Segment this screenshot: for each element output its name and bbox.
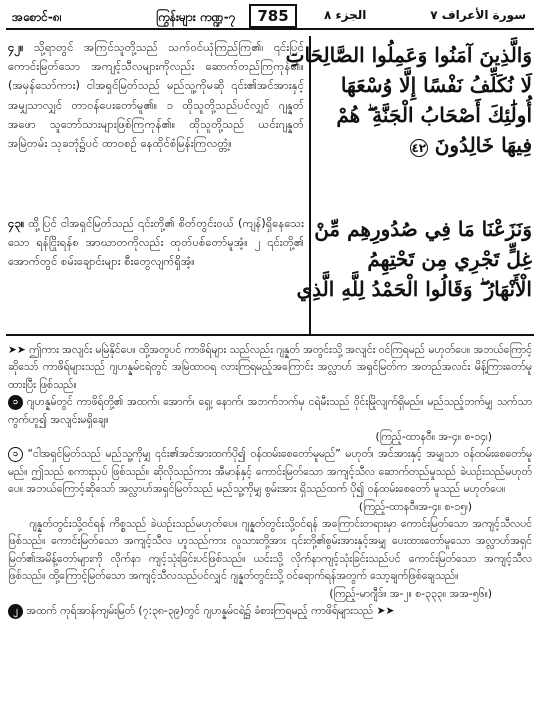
footnote-1: [8, 394, 532, 429]
section-label: ကြွန်းများ ကဏ္ဍ-၇: [156, 10, 236, 24]
verse-42-arabic: [285, 40, 532, 160]
verse-text: ထို့ပြင် ငါအရှင်မြတ်သည် ၎င်းတို့၏ စိတ်တွင်းဝယ် (ကျန်)ရှိနေသေးသော ရန်ငြိုးရန်စ အာဃာတကိုလည်း ထုတ်ပစ်တော်မူအံ့။ ၂ ၎င်းတို့၏ အောက်တွင် စမ်းချောင်းများ စီးတွေလျက်ရှိအံ့။: [8, 216, 304, 269]
footnote-3: [8, 603, 532, 620]
arabic-line: وَنَزَعْنَا مَا فِي صُدُورِهِم مِّنْ: [314, 217, 532, 241]
arabic-line: أُولَٰئِكَ أَصْحَابُ الْجَنَّةِ ۖ هُمْ: [336, 103, 532, 127]
footnote-marker: ၂: [8, 604, 23, 619]
verse-text: သို့ရာတွင် အကြင်သူတို့သည် သက်ဝင်ယုံကြည်ကြ၏၊ ၎င်းပြင် ကောင်းမြတ်သော အကျင့်သီလများကိုလည်း ဆောက်တည်ကြကုန်၏။ (အမှန်သော်ကား) ငါအရှင်မြတ်သည် မည်သူ့ကိုမဆို ၎င်း၏အင်အားနှင့်အမျှသာလျှင် တာဝန်ပေးတော်မူ၏။ ၁ ထိုသူတို့သည်ပင်လျှင် ဂျန္နတ်အဖော သူဘော်သားများဖြစ်ကြကုန်၏။ ထိုသူတို့သည် ယင်းဂျန္နတ်အမြဲတမ်း သုခဘုံ၌ပင် ထာဝစဉ် နေထိုင်စံမြန်းကြလတ္တံ့။: [8, 40, 304, 151]
commentary-text: ဤကား အလျင်း မမြဲနိုင်ပေ။ ထို့အတူပင် ကာဖိရ်များ သည်လည်း ဂျန္နတ် အတွင်းသို့ အလျင်း ဝင်ကြရမည် မဟုတ်ပေ။ အဘယ်ကြောင့်ဆိုသော် ကာဖိရ်များသည် ဂျဟန္နမ်ငရဲတွင် အမြဲထာဝရ လားကြရမည့်အကြောင်း အလ္လာဟ် အရှင်မြတ်က အတည်အလင်း မိန့်ကြားတော်မူထားပြီး ဖြစ်သည်။: [8, 344, 533, 391]
section-divider: [6, 334, 534, 336]
commentary-paragraph: [8, 516, 532, 586]
footnote-2: [8, 446, 532, 498]
page-number: 785: [249, 4, 297, 28]
ayah-end-marker: ٤٢: [411, 141, 427, 155]
arabic-line: وَالَّذِينَ آمَنُوا وَعَمِلُوا الصَّالِحَاتِ: [285, 43, 532, 67]
volume-label: အစောင်-၈၊: [12, 10, 62, 24]
verse-43-translation: [8, 214, 304, 272]
commentary-intro: [8, 342, 532, 394]
footnote-text: အထက် ကုရ်အာန်ကျမ်းမြတ် (၇:၃၈-၃၉)တွင် ဂျဟန္နမ်ငရဲ၌ ခံစားကြရမည့် ကာဖိရ်များသည်: [26, 605, 374, 618]
footnote-text: “ငါအရှင်မြတ်သည် မည်သူ့ကိုမျှ ၎င်း၏အင်အားထက်ပို၍ ဝန်ထမ်းစေတော်မူမည်” မဟုတ်၊ အင်အားနှင့် အမျှသာ ဝန်ထမ်းစေတော်မူမည်။ ဤသည် စကားညှပ် ဖြစ်သည်။ ဆိုလိုသည်ကား အီမာန်နှင့် ကောင်းမြတ်သော အကျင့်သီလ ဆောက်တည်မှုသည် ခဲယဉ်းသည်မဟုတ်ပေ။ အဘယ်ကြောင့်ဆိုသော် အလ္လာဟ်အရှင်မြတ်သည် မည်သူ့ကိုမျှ စွမ်းအား ရှိသည်ထက် ပို၍ ဝန်ထမ်းစေတော် မူသည် မဟုတ်ပေ။: [8, 448, 532, 496]
footnote-marker: ၁: [8, 447, 23, 462]
commentary-text: ဂျန္နတ်တွင်းသို့ဝင်ရန် ကိစ္စသည် ခဲယဉ်းသည်မဟုတ်ပေ။ ဂျန္နတ်တွင်းသို့ဝင်ရန် အကြောင်းတရားမှာ ကောင်းမြတ်သော အကျင့်သီလပင် ဖြစ်သည်။ ကောင်းမြတ်သော အကျင့်သီလ ဟူသည်ကား လူသားတို့အား ၎င်းတို့၏စွမ်းအားနှင့်အမျှ ပေးထားတော်မူသော အလ္လာဟ်အရှင်မြတ်၏အမိန့်တော်များကို လိုက်နာ ကျင့်သုံးခြင်းပင်ဖြစ်သည်။ ယင်းသို့ လိုက်နာကျင့်သုံးခြင်းသည်ပင် ကောင်းမြတ်သော အကျင့်သီလဖြစ်သည်။ ထို့ကြောင့်မြတ်သော အကျင့်သီလသည်ပင်လျှင် ဂျန္နတ်တွင်းသို့ ဝင်ရောက်ရန်အတွက် သော့ချက်ဖြစ်ချေသည်။: [8, 518, 532, 583]
footnote-text: ဂျဟန္နမ်တွင် ကာဖိရ်တို့၏ အထက်၊ အောက်၊ ရှေ့၊ နောက်၊ အဘက်ဘက်မှ ငရဲမီးသည် ဝိုင်းမြိုလျက်ရှိမည်။ မည်သည့်ဘက်မျှ သက်သာကွက်ဟူ၍ အလျင်းမရှိချေ။: [8, 396, 532, 426]
arabic-line: غِلٍّ تَجْرِي مِن تَحْتِهِمُ: [367, 247, 532, 271]
juz-label: الجزء ٨: [324, 8, 367, 22]
footnote-marker: ၁: [8, 395, 23, 410]
commentary: [8, 342, 532, 621]
arabic-line-text: فِيهَا خَالِدُونَ: [434, 133, 532, 157]
verse-42-translation: [8, 38, 304, 153]
arabic-line: الْأَنْهَارُ ۖ وَقَالُوا الْحَمْدُ لِلَّهِ الَّذِي: [296, 277, 532, 301]
continuation-arrow-icon: ➤➤: [8, 344, 26, 356]
verse-43-arabic: [296, 214, 532, 304]
arabic-line: لَا نُكَلِّفُ نَفْسًا إِلَّا وُسْعَهَا: [340, 73, 532, 97]
page-header: [6, 4, 534, 30]
verse-columns: [6, 36, 534, 334]
verse-number: ၄၂။: [8, 40, 24, 54]
reference: (ကြည့်-ထာနဝီ။ အ-၄။ စ-၁၄၊): [375, 431, 492, 444]
reference: (ကြည့်-ထာနဝီ။အ-၄။ စ-၁၅၊): [358, 500, 472, 513]
arabic-line: [316, 130, 532, 160]
quran-page: [6, 4, 534, 708]
surah-label: سورة الأعراف ٧: [430, 8, 526, 22]
reference: (ကြည့်-မာဂျီဒ်။ အ-၂။ စ-၃၃၃။ အအ-၅၆။): [329, 587, 492, 600]
continuation-arrow-icon: ➤➤: [376, 605, 395, 618]
verse-number: ၄၃။: [8, 216, 25, 230]
